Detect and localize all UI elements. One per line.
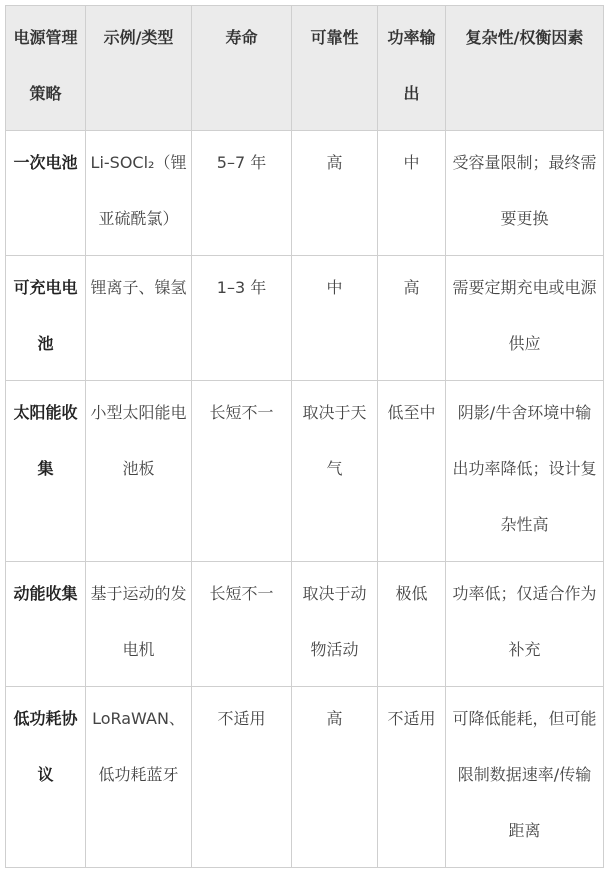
table-cell: 长短不一 (192, 562, 292, 687)
table-cell: 极低 (378, 562, 446, 687)
table-cell: 一次电池 (6, 131, 86, 256)
table-cell: 可降低能耗，但可能限制数据速率/传输距离 (446, 687, 604, 868)
table-cell: 高 (292, 687, 378, 868)
table-cell: 中 (292, 256, 378, 381)
table-cell: 5–7 年 (192, 131, 292, 256)
table-cell: 高 (378, 256, 446, 381)
table-container (5, 5, 604, 868)
table-cell: 长短不一 (192, 381, 292, 562)
table-cell: 不适用 (192, 687, 292, 868)
table-cell: 中 (378, 131, 446, 256)
table-cell: LoRaWAN、低功耗蓝牙 (86, 687, 192, 868)
table-cell: 小型太阳能电池板 (86, 381, 192, 562)
table-cell: 1–3 年 (192, 256, 292, 381)
table-row (6, 131, 604, 256)
power-strategy-table (5, 5, 604, 868)
column-header: 电源管理策略 (6, 6, 86, 131)
table-cell: 不适用 (378, 687, 446, 868)
table-row (6, 381, 604, 562)
table-cell: 需要定期充电或电源供应 (446, 256, 604, 381)
table-cell: 基于运动的发电机 (86, 562, 192, 687)
table-cell: Li-SOCl₂（锂亚硫酰氯） (86, 131, 192, 256)
table-header-row (6, 6, 604, 131)
table-cell: 动能收集 (6, 562, 86, 687)
table-cell: 锂离子、镍氢 (86, 256, 192, 381)
table-cell: 受容量限制；最终需要更换 (446, 131, 604, 256)
table-cell: 取决于动物活动 (292, 562, 378, 687)
column-header: 功率输出 (378, 6, 446, 131)
table-cell: 取决于天气 (292, 381, 378, 562)
table-cell: 功率低；仅适合作为补充 (446, 562, 604, 687)
table-row (6, 687, 604, 868)
column-header: 可靠性 (292, 6, 378, 131)
table-row (6, 562, 604, 687)
table-row (6, 256, 604, 381)
table-cell: 低至中 (378, 381, 446, 562)
table-cell: 高 (292, 131, 378, 256)
table-cell: 低功耗协议 (6, 687, 86, 868)
column-header: 寿命 (192, 6, 292, 131)
table-cell: 阴影/牛舍环境中输出功率降低；设计复杂性高 (446, 381, 604, 562)
table-cell: 太阳能收集 (6, 381, 86, 562)
table-cell: 可充电电池 (6, 256, 86, 381)
column-header: 示例/类型 (86, 6, 192, 131)
column-header: 复杂性/权衡因素 (446, 6, 604, 131)
